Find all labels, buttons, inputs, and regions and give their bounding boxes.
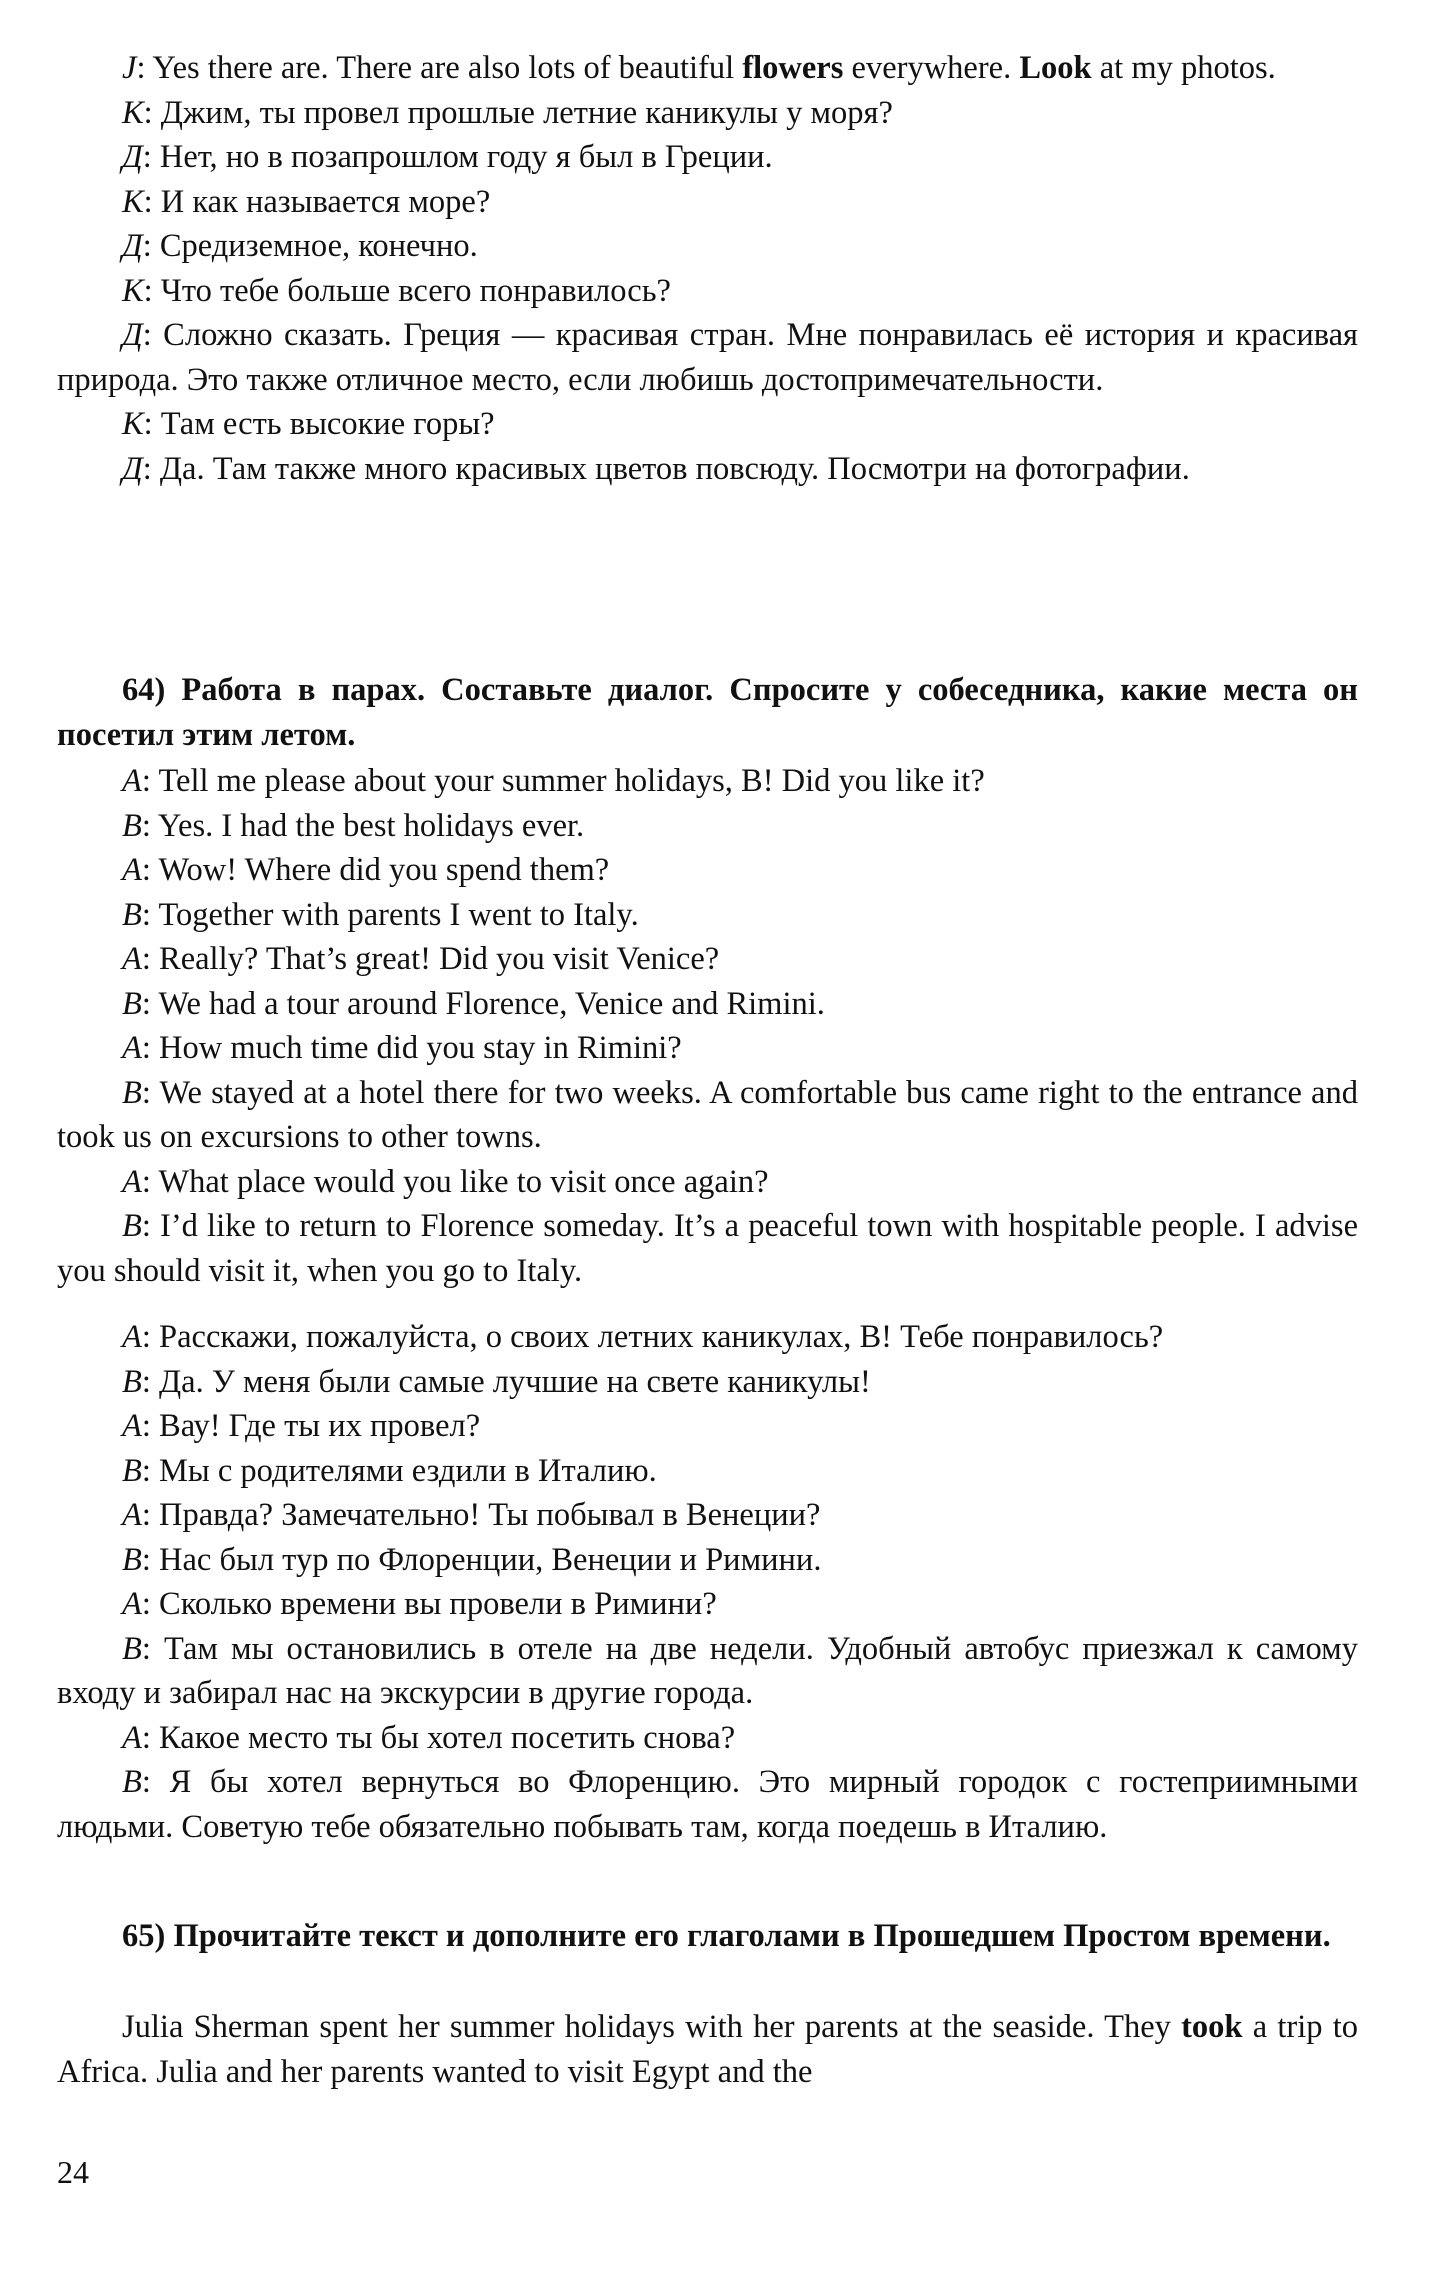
dialogue-line: B: We had a tour around Florence, Venice and Rimini. — [122, 985, 825, 1022]
line-text: Вау! Где ты их провел? — [159, 1408, 481, 1444]
speaker-label: B — [122, 807, 142, 844]
speaker-label: Д — [122, 228, 143, 264]
speaker-label: Д — [122, 139, 143, 175]
speaker-label: B — [122, 1074, 142, 1111]
speaker-label: К — [122, 94, 144, 131]
speaker-label: A — [122, 1408, 142, 1444]
line-text: We had a tour around Florence, Venice and Rimini. — [158, 985, 825, 1022]
line-text: Julia Sherman spent her summer holidays with her parents at the seaside. They — [122, 2009, 1182, 2045]
speaker-label: A — [122, 1719, 142, 1756]
page-number: 24 — [57, 2154, 89, 2190]
dialogue-greece — [57, 46, 1358, 491]
dialogue-line: B: Yes. I had the best holidays ever. — [122, 807, 585, 844]
exercise-65-section — [57, 1914, 1358, 1959]
dialogue-line: Д: Нет, но в позапрошлом году я был в Греции. — [122, 139, 773, 175]
speaker-label: Д — [122, 450, 143, 487]
line-text: Wow! Where did you spend them? — [158, 852, 610, 888]
dialogue-line: К: Что тебе больше всего понравилось? — [122, 272, 671, 309]
dialogue-line: B: Я бы хотел вернуться во Флоренцию. Это мирный городок с гостеприимными людьми. Советую тебе обязательно побывать там, когда поедешь в Италию. — [57, 1764, 1358, 1845]
line-text: everywhere. — [843, 50, 1020, 86]
line-text: Джим, ты провел прошлые летние каникулы у моря? — [160, 94, 893, 131]
dialogue-line: A: Вау! Где ты их провел? — [122, 1408, 481, 1444]
dialogue-line: B: We stayed at a hotel there for two weeks. A comfortable bus came right to the entrance and took us on excursions to other towns. — [57, 1074, 1358, 1155]
dialogue-italy-russian — [57, 1315, 1358, 1849]
speaker-label: A — [122, 1163, 142, 1200]
line-text: Нет, но в позапрошлом году я был в Греции. — [159, 139, 773, 175]
speaker-label: К — [122, 183, 144, 220]
dialogue-line: A: Really? That’s great! Did you visit Venice? — [122, 941, 720, 977]
dialogue-line — [57, 2005, 1358, 2094]
speaker-label: B — [122, 1630, 142, 1667]
line-text: Сложно сказать. Греция — красивая стран. Мне понравилась её история и красивая природа. Это также отличное место, если любишь достопримечательности. — [57, 317, 1358, 398]
line-text: What place would you like to visit once again? — [158, 1163, 769, 1200]
line-text: How much time did you stay in Rimini? — [159, 1030, 682, 1066]
dialogue-line: К: И как называется море? — [122, 183, 491, 220]
line-text: Сколько времени вы провели в Римини? — [159, 1586, 717, 1622]
speaker-label: A — [122, 1586, 142, 1622]
line-text: at my photos. — [1091, 50, 1276, 86]
line-text: We stayed at a hotel there for two weeks. A comfortable bus came right to the entrance and took us on excursions to other towns. — [57, 1074, 1358, 1155]
dialogue-line: Д: Средиземное, конечно. — [122, 228, 478, 264]
dialogue-line: К: Там есть высокие горы? — [122, 406, 495, 442]
line-text: Что тебе больше всего понравилось? — [160, 272, 671, 309]
dialogue-line: B: Да. У меня были самые лучшие на свете каникулы! — [122, 1363, 871, 1400]
line-text: Tell me please about your summer holidays, B! Did you like it? — [158, 763, 985, 799]
dialogue-line: B: Нас был тур по Флоренции, Венеции и Римини. — [122, 1541, 822, 1578]
speaker-label: К — [122, 272, 144, 309]
line-text: Together with parents I went to Italy. — [158, 896, 639, 933]
line-text: Да. Там также много красивых цветов повсюду. Посмотри на фотографии. — [159, 450, 1190, 487]
dialogue-line: B: Мы с родителями ездили в Италию. — [122, 1452, 657, 1489]
speaker-label: A — [122, 763, 142, 799]
line-text: Я бы хотел вернуться во Флоренцию. Это мирный городок с гостеприимными людьми. Советую тебе обязательно побывать там, когда поедешь в Италию. — [57, 1764, 1358, 1845]
dialogue-line: A: Tell me please about your summer holidays, B! Did you like it? — [122, 763, 985, 799]
line-text: Yes there are. There are also lots of beautiful — [152, 50, 743, 86]
line-text: Мы с родителями ездили в Италию. — [159, 1452, 657, 1489]
speaker-label: A — [122, 1319, 142, 1355]
line-text: Правда? Замечательно! Ты побывал в Венеции? — [159, 1497, 821, 1533]
bold-word: Look — [1019, 50, 1092, 86]
speaker-label: B — [122, 1208, 142, 1244]
dialogue-line: A: How much time did you stay in Rimini? — [122, 1030, 682, 1066]
speaker-label: B — [122, 896, 142, 933]
line-text: Там есть высокие горы? — [160, 406, 495, 442]
line-text: I’d like to return to Florence someday. It’s a peaceful town with hospitable people. I advise you should visit it, when you go to Italy. — [57, 1208, 1359, 1289]
speaker-label: A — [122, 1030, 142, 1066]
dialogue-line: B: I’d like to return to Florence someday. It’s a peaceful town with hospitable people. I advise you should visit it, when you go to Italy. — [57, 1208, 1359, 1289]
dialogue-line: Д: Сложно сказать. Греция — красивая стран. Мне понравилась её история и красивая природа. Это также отличное место, если любишь достопримечательности. — [57, 317, 1358, 398]
dialogue-line: A: Правда? Замечательно! Ты побывал в Венеции? — [122, 1497, 821, 1533]
dialogue-line: A: Расскажи, пожалуйста, о своих летних каникулах, B! Тебе понравилось? — [122, 1319, 1164, 1355]
line-text: И как называется море? — [160, 183, 491, 220]
line-text: a trip to Africa. Julia and her parents wanted to visit Egypt and the — [57, 2009, 1358, 2090]
exercise-65-text — [57, 2005, 1358, 2094]
dialogue-line: A: Какое место ты бы хотел посетить снова? — [122, 1719, 736, 1756]
dialogue-line: A: What place would you like to visit once again? — [122, 1163, 769, 1200]
line-text: Да. У меня были самые лучшие на свете каникулы! — [159, 1363, 871, 1400]
speaker-label: К — [122, 406, 144, 442]
line-text: Расскажи, пожалуйста, о своих летних каникулах, B! Тебе понравилось? — [159, 1319, 1164, 1355]
exercise-64-section — [57, 668, 1358, 757]
dialogue-line: Д: Да. Там также много красивых цветов повсюду. Посмотри на фотографии. — [122, 450, 1190, 487]
dialogue-line: A: Сколько времени вы провели в Римини? — [122, 1586, 717, 1622]
speaker-label: A — [122, 941, 142, 977]
speaker-label: B — [122, 985, 142, 1022]
speaker-label: Д — [122, 317, 143, 353]
speaker-label: B — [122, 1363, 142, 1400]
speaker-label: A — [122, 852, 142, 888]
line-text: Нас был тур по Флоренции, Венеции и Римини. — [159, 1541, 822, 1578]
speaker-label: A — [122, 1497, 142, 1533]
dialogue-line: J: Yes there are. There are also lots of beautiful flowers everywhere. Look at my photos. — [122, 50, 1276, 86]
exercise-64-heading: 64) Работа в парах. Составьте диалог. Спросите у собеседника, какие места он посетил этим летом. — [57, 672, 1358, 753]
dialogue-line: К: Джим, ты провел прошлые летние каникулы у моря? — [122, 94, 893, 131]
speaker-label: B — [122, 1452, 142, 1489]
line-text: Какое место ты бы хотел посетить снова? — [159, 1719, 736, 1756]
exercise-65-heading: 65) Прочитайте текст и дополните его глаголами в Прошедшем Простом времени. — [122, 1918, 1331, 1954]
speaker-label: B — [122, 1541, 142, 1578]
line-text: Really? That’s great! Did you visit Venice? — [159, 941, 720, 977]
line-text: Там мы остановились в отеле на две недели. Удобный автобус приезжал к самому входу и забирал нас на экскурсии в другие города. — [57, 1630, 1358, 1711]
bold-word: flowers — [742, 50, 844, 86]
bold-word: took — [1181, 2009, 1243, 2045]
dialogue-line: A: Wow! Where did you spend them? — [122, 852, 610, 888]
dialogue-line: B: Together with parents I went to Italy. — [122, 896, 639, 933]
dialogue-line: B: Там мы остановились в отеле на две недели. Удобный автобус приезжал к самому входу и забирал нас на экскурсии в другие города. — [57, 1630, 1358, 1711]
line-text: Средиземное, конечно. — [159, 228, 478, 264]
speaker-label: J — [122, 50, 137, 86]
speaker-label: B — [122, 1764, 142, 1800]
line-text: Yes. I had the best holidays ever. — [157, 807, 585, 844]
dialogue-italy-english — [57, 759, 1358, 1293]
